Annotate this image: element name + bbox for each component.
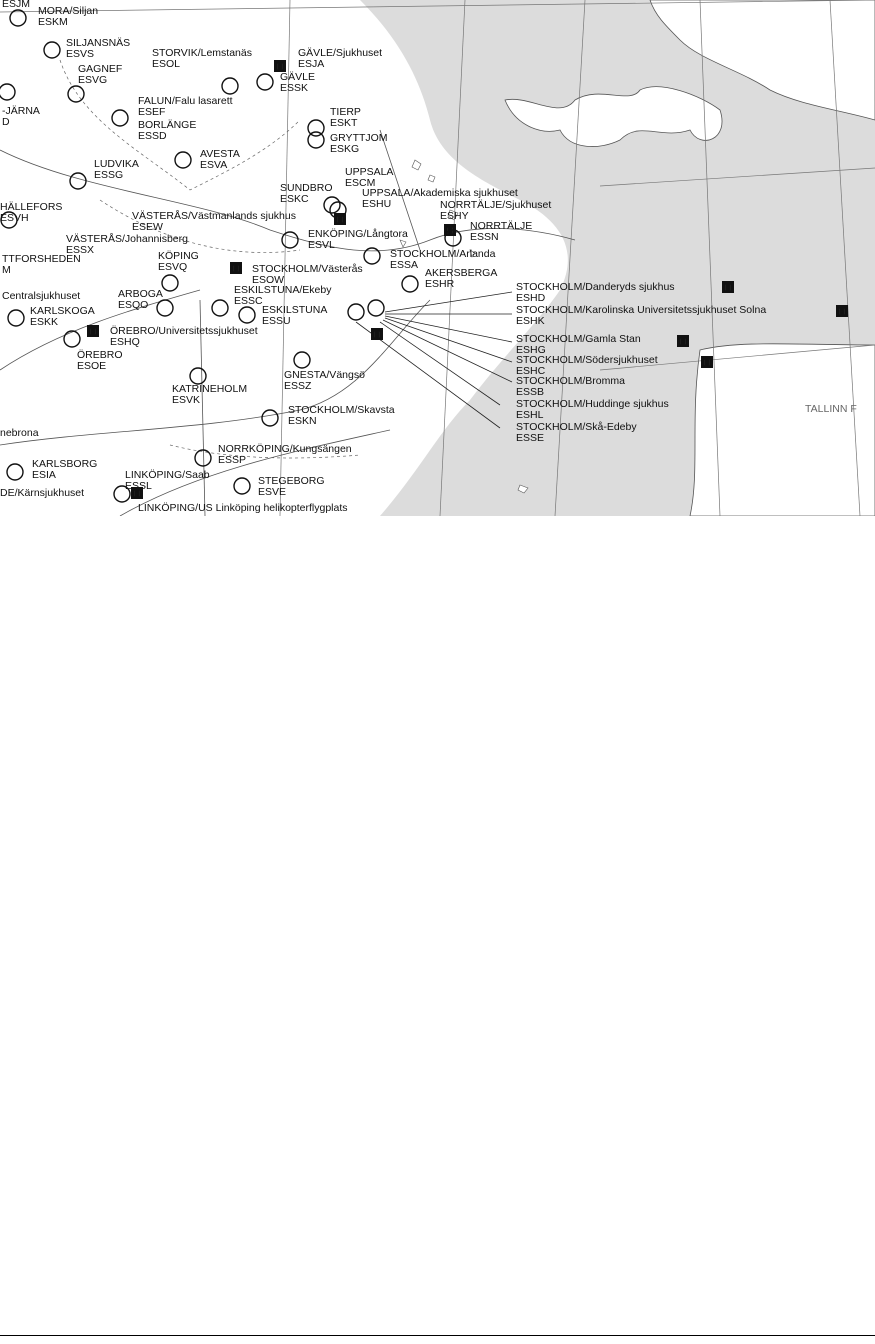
- chart-canvas: [0, 0, 875, 516]
- aerodrome-code: ESVQ: [158, 261, 188, 273]
- aerodrome-code: ESOE: [77, 360, 107, 372]
- aerodrome-name: Centralsjukhuset: [2, 290, 81, 302]
- stockholm-aerodrome-name: STOCKHOLM/Skå-Edeby: [516, 421, 637, 433]
- aerodrome-code: ESHU: [362, 198, 392, 210]
- aerodrome-name: NORRTÄLJE/Sjukhuset: [440, 199, 552, 211]
- aerodrome-code: ESSP: [218, 454, 247, 466]
- tallinn-label: TALLINN F: [805, 403, 857, 415]
- heliport-icon: [701, 356, 713, 369]
- aerodrome-name: VÄSTERÅS/Västmanlands sjukhus: [132, 210, 296, 222]
- aerodrome-code: ESSZ: [284, 380, 312, 392]
- aerodrome-code: ESVK: [172, 394, 201, 406]
- svg-text:H: H: [679, 337, 687, 348]
- aerodrome-name: KATRINEHOLM: [172, 383, 248, 395]
- aerodrome-code: ESKM: [38, 16, 68, 28]
- stockholm-aerodrome-name: STOCKHOLM/Gamla Stan: [516, 333, 641, 345]
- aeronautical-chart: [0, 0, 875, 516]
- aerodrome-name: HÄLLEFORS: [0, 201, 63, 213]
- aerodrome-code: ESVE: [258, 486, 287, 498]
- stockholm-aerodrome-name: STOCKHOLM/Huddinge sjukhus: [516, 398, 669, 410]
- aerodrome-name: KARLSBORG: [32, 458, 98, 470]
- aerodrome-code: ESVH: [0, 212, 29, 224]
- aerodrome-code: M: [2, 264, 11, 276]
- aerodrome-name: DE/Kärnsjukhuset: [0, 487, 85, 499]
- aerodrome-code: ESOL: [152, 58, 181, 70]
- stockholm-aerodrome-name: STOCKHOLM/Karolinska Universitetssjukhuset Solna: [516, 304, 767, 316]
- stockholm-aerodrome-code: ESHK: [516, 315, 545, 327]
- aerodrome-name: AVESTA: [200, 148, 240, 160]
- stockholm-aerodrome-name: STOCKHOLM/Bromma: [516, 375, 625, 387]
- aerodrome-name: STOCKHOLM/Västerås: [252, 263, 363, 275]
- svg-text:H: H: [232, 264, 240, 275]
- stockholm-aerodrome-code: ESSB: [516, 386, 545, 398]
- aerodrome-code: ESCM: [345, 177, 376, 189]
- aerodrome-name: TTFORSHEDEN: [2, 253, 81, 265]
- aerodrome-code: ESKT: [330, 117, 358, 129]
- svg-text:H: H: [336, 215, 344, 226]
- aerodrome-code: ESEW: [132, 221, 163, 233]
- page-bottom-rule: [0, 1335, 875, 1336]
- aerodrome-name: LINKÖPING/US Linköping helikopterflygplats: [138, 502, 348, 514]
- aerodrome-name: MORA/Siljan: [38, 5, 99, 17]
- svg-text:H: H: [276, 62, 284, 73]
- estonia-land: [690, 344, 875, 516]
- aerodrome-code: ESKG: [330, 143, 360, 155]
- aerodrome-name: -JÄRNA: [2, 105, 40, 117]
- aerodrome-name: NORRTÄLJE: [470, 220, 533, 232]
- aerodrome-code: ESSN: [470, 231, 499, 243]
- stockholm-aerodrome-code: ESHL: [516, 409, 544, 421]
- svg-text:H: H: [703, 358, 711, 369]
- aerodrome-name: SUNDBRO: [280, 182, 333, 194]
- svg-text:H: H: [446, 226, 454, 237]
- stockholm-aerodrome-name: STOCKHOLM/Södersjukhuset: [516, 354, 658, 366]
- aerodrome-code: ESEF: [138, 106, 166, 118]
- aerodrome-code: ESJA: [298, 58, 325, 70]
- aerodrome-name: GAGNEF: [78, 63, 123, 75]
- aerodrome-name: ENKÖPING/Långtora: [308, 228, 408, 240]
- aerodrome-name: GNESTA/Vängsö: [284, 369, 365, 381]
- aerodrome-code: ESKN: [288, 415, 317, 427]
- aerodrome-code: ESSK: [280, 82, 309, 94]
- heliport-icon: [722, 281, 734, 294]
- aerodrome-name: SILJANSNÄS: [66, 37, 131, 49]
- aerodrome-code: ESSX: [66, 244, 95, 256]
- aerodrome-code: ESHY: [440, 210, 469, 222]
- aerodrome-name: NORRKÖPING/Kungsängen: [218, 443, 352, 455]
- aerodrome-name: nebrona: [0, 427, 39, 439]
- aerodrome-name: AKERSBERGA: [425, 267, 498, 279]
- stockholm-aerodrome-code: ESHD: [516, 292, 546, 304]
- top-label: ESJM: [2, 0, 31, 10]
- aerodrome-name: FALUN/Falu lasarett: [138, 95, 233, 107]
- aerodrome-name: UPPSALA/Akademiska sjukhuset: [362, 187, 518, 199]
- aerodrome-name: ESKILSTUNA: [262, 304, 328, 316]
- stockholm-aerodrome-name: STOCKHOLM/Danderyds sjukhus: [516, 281, 675, 293]
- aerodrome-code: ESVG: [78, 74, 108, 86]
- aerodrome-name: STEGEBORG: [258, 475, 325, 487]
- svg-text:H: H: [373, 330, 381, 341]
- aerodrome-name: STOCKHOLM/Arlanda: [390, 248, 496, 260]
- aerodrome-code: D: [2, 116, 10, 128]
- aerodrome-name: ÖREBRO/Universitetssjukhuset: [110, 325, 258, 337]
- aerodrome-name: UPPSALA: [345, 166, 394, 178]
- aerodrome-code: ESIA: [32, 469, 56, 481]
- svg-text:H: H: [133, 489, 141, 500]
- aerodrome-name: ESKILSTUNA/Ekeby: [234, 284, 332, 296]
- aerodrome-code: ESKK: [30, 316, 59, 328]
- aerodrome-code: ESSL: [125, 480, 152, 492]
- aerodrome-name: BORLÄNGE: [138, 119, 197, 131]
- svg-text:H: H: [89, 327, 97, 338]
- aerodrome-code: ESSU: [262, 315, 291, 327]
- aerodrome-code: ESVS: [66, 48, 95, 60]
- aerodrome-code: ESHQ: [110, 336, 140, 348]
- aerodrome-name: GRYTTJOM: [330, 132, 388, 144]
- aerodrome-name: ÖREBRO: [77, 349, 123, 361]
- heliport-icon: [87, 325, 99, 338]
- aerodrome-name: GÄVLE: [280, 71, 316, 83]
- aerodrome-name: GÄVLE/Sjukhuset: [298, 47, 383, 59]
- stockholm-aerodrome-code: ESSE: [516, 432, 545, 444]
- svg-text:H: H: [724, 283, 732, 294]
- aerodrome-name: LUDVIKA: [94, 158, 139, 170]
- aerodrome-name: STORVIK/Lemstanäs: [152, 47, 252, 59]
- svg-text:H: H: [838, 307, 846, 318]
- aerodrome-code: ESOW: [252, 274, 285, 286]
- aerodrome-name: VÄSTERÅS/Johannisberg: [66, 233, 188, 245]
- heliport-icon: [836, 305, 848, 318]
- aerodrome-code: ESSG: [94, 169, 124, 181]
- aerodrome-code: ESVL: [308, 239, 335, 251]
- aerodrome-name: ARBOGA: [118, 288, 163, 300]
- aerodrome-name: STOCKHOLM/Skavsta: [288, 404, 395, 416]
- heliport-icon: [371, 328, 383, 341]
- stockholm-aerodrome-code: ESHC: [516, 365, 546, 377]
- aerodrome-name: KARLSKOGA: [30, 305, 95, 317]
- aerodrome-name: TIERP: [330, 106, 361, 118]
- stockholm-aerodrome-code: ESHG: [516, 344, 546, 356]
- aerodrome-code: ESSC: [234, 295, 263, 307]
- aerodrome-code: ESSD: [138, 130, 167, 142]
- heliport-icon: [677, 335, 689, 348]
- aerodrome-code: ESHR: [425, 278, 455, 290]
- aerodrome-name: KÖPING: [158, 250, 199, 262]
- aerodrome-code: ESKC: [280, 193, 309, 205]
- aerodrome-code: ESSA: [390, 259, 419, 271]
- heliport-icon: [334, 213, 346, 226]
- aerodrome-code: ESVA: [200, 159, 228, 171]
- aerodrome-name: LINKÖPING/Saab: [125, 469, 210, 481]
- aerodrome-code: ESQO: [118, 299, 149, 311]
- heliport-icon: [230, 262, 242, 275]
